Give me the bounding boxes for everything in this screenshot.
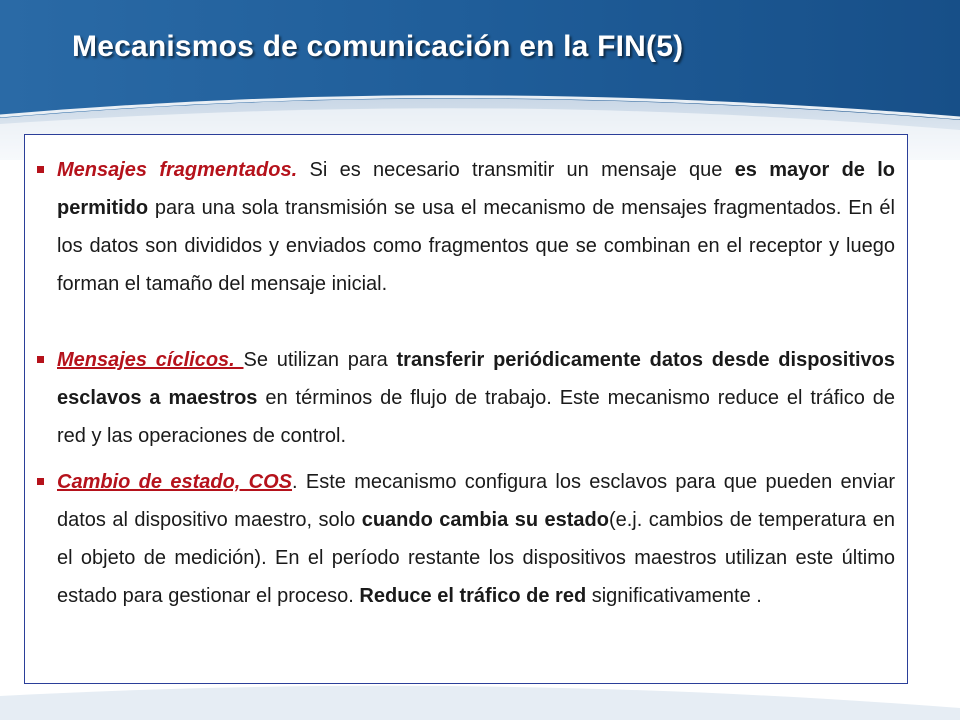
bullet-bold: Reduce el tráfico de red (359, 585, 587, 607)
term-label: Cambio de estado, COS (57, 471, 293, 493)
bullet-body: (e.j. cambios de temperatura en el objeto de medición). En el período restante los dispositivos maestros utilizan este último estado para gestionar el proceso. (57, 509, 895, 607)
bullet-body: Si es necesario transmitir un mensaje que (297, 159, 735, 181)
square-bullet-icon (37, 478, 44, 485)
bullet-bold: cuando cambia su estado (361, 509, 609, 531)
bullet-body: para una sola transmisión se usa el mecanismo de mensajes fragmentados. En él los datos son divididos y enviados como fragmentos que se combinan en el receptor y luego forman el tamaño del mensaje inicial. (57, 197, 895, 295)
bullet-bold: es mayor de lo permitido (57, 159, 895, 219)
bullet-text (57, 151, 895, 303)
square-bullet-icon (37, 166, 44, 173)
bullet-text (57, 463, 895, 615)
bullet-mensajes-ciclicos (37, 341, 895, 455)
slide-title: Mecanismos de comunicación en la FIN(5) (72, 30, 684, 63)
bullet-cambio-de-estado (37, 463, 895, 615)
term-label: Mensajes fragmentados. (57, 159, 298, 181)
content-box (24, 134, 908, 684)
bullet-mensajes-fragmentados (37, 151, 895, 303)
bullet-text (57, 341, 895, 455)
bullet-body: . Este mecanismo configura los esclavos para que pueden enviar datos al dispositivo maestro, solo (57, 471, 895, 531)
square-bullet-icon (37, 356, 44, 363)
term-label: Mensajes cíclicos. (57, 349, 244, 371)
bullet-body: en términos de flujo de trabajo. Este mecanismo reduce el tráfico de red y las operaciones de control. (57, 387, 895, 447)
bullet-body: significativamente . (586, 585, 762, 607)
bullet-bold: transferir periódicamente datos desde dispositivos esclavos a maestros (57, 349, 895, 409)
bullet-body: Se utilizan para (243, 349, 397, 371)
